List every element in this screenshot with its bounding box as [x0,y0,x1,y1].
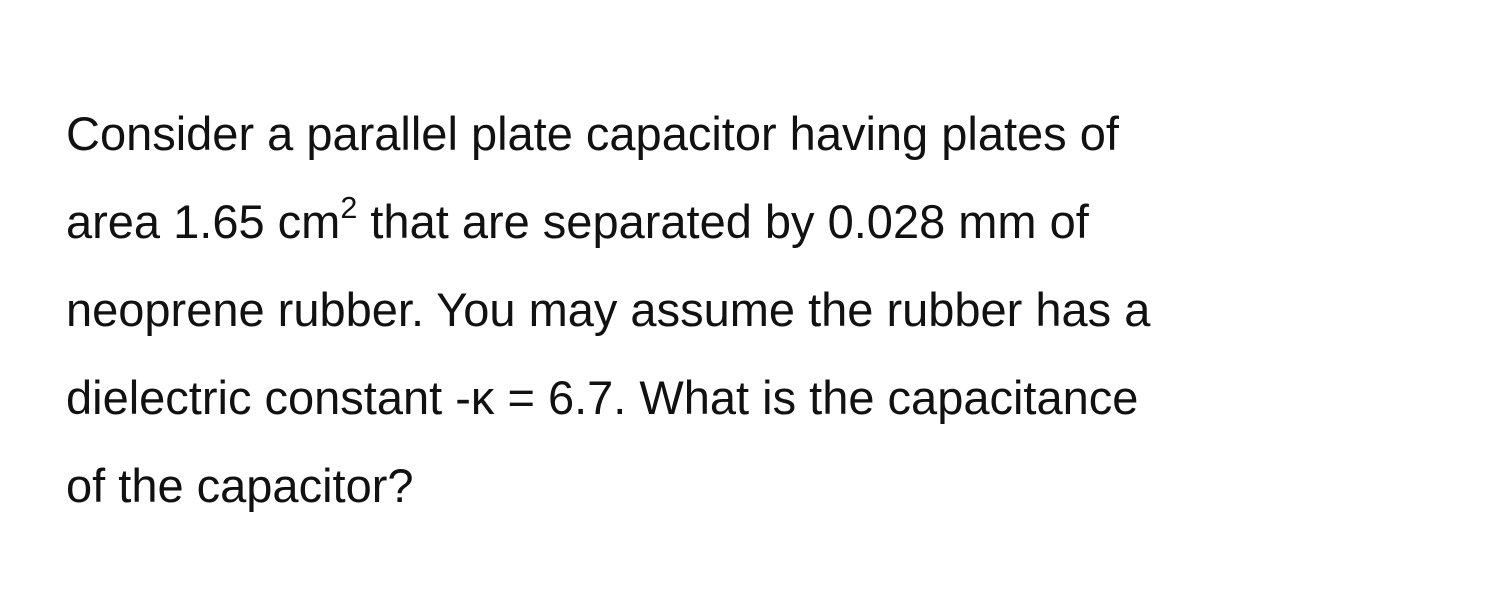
question-line-1: Consider a parallel plate capacitor having plates of [66,107,1119,160]
question-line-5: of the capacitor? [66,459,414,512]
area-value-text: area 1.65 cm [66,195,341,248]
question-line-2 [66,178,1446,266]
separation-text: that are separated by 0.028 mm of [357,195,1089,248]
question-line-4: dielectric constant -κ = 6.7. What is the capacitance [66,371,1139,424]
squared-superscript: 2 [340,190,358,225]
question-line-3: neoprene rubber. You may assume the rubber has a [66,283,1151,336]
question-text [66,90,1446,530]
